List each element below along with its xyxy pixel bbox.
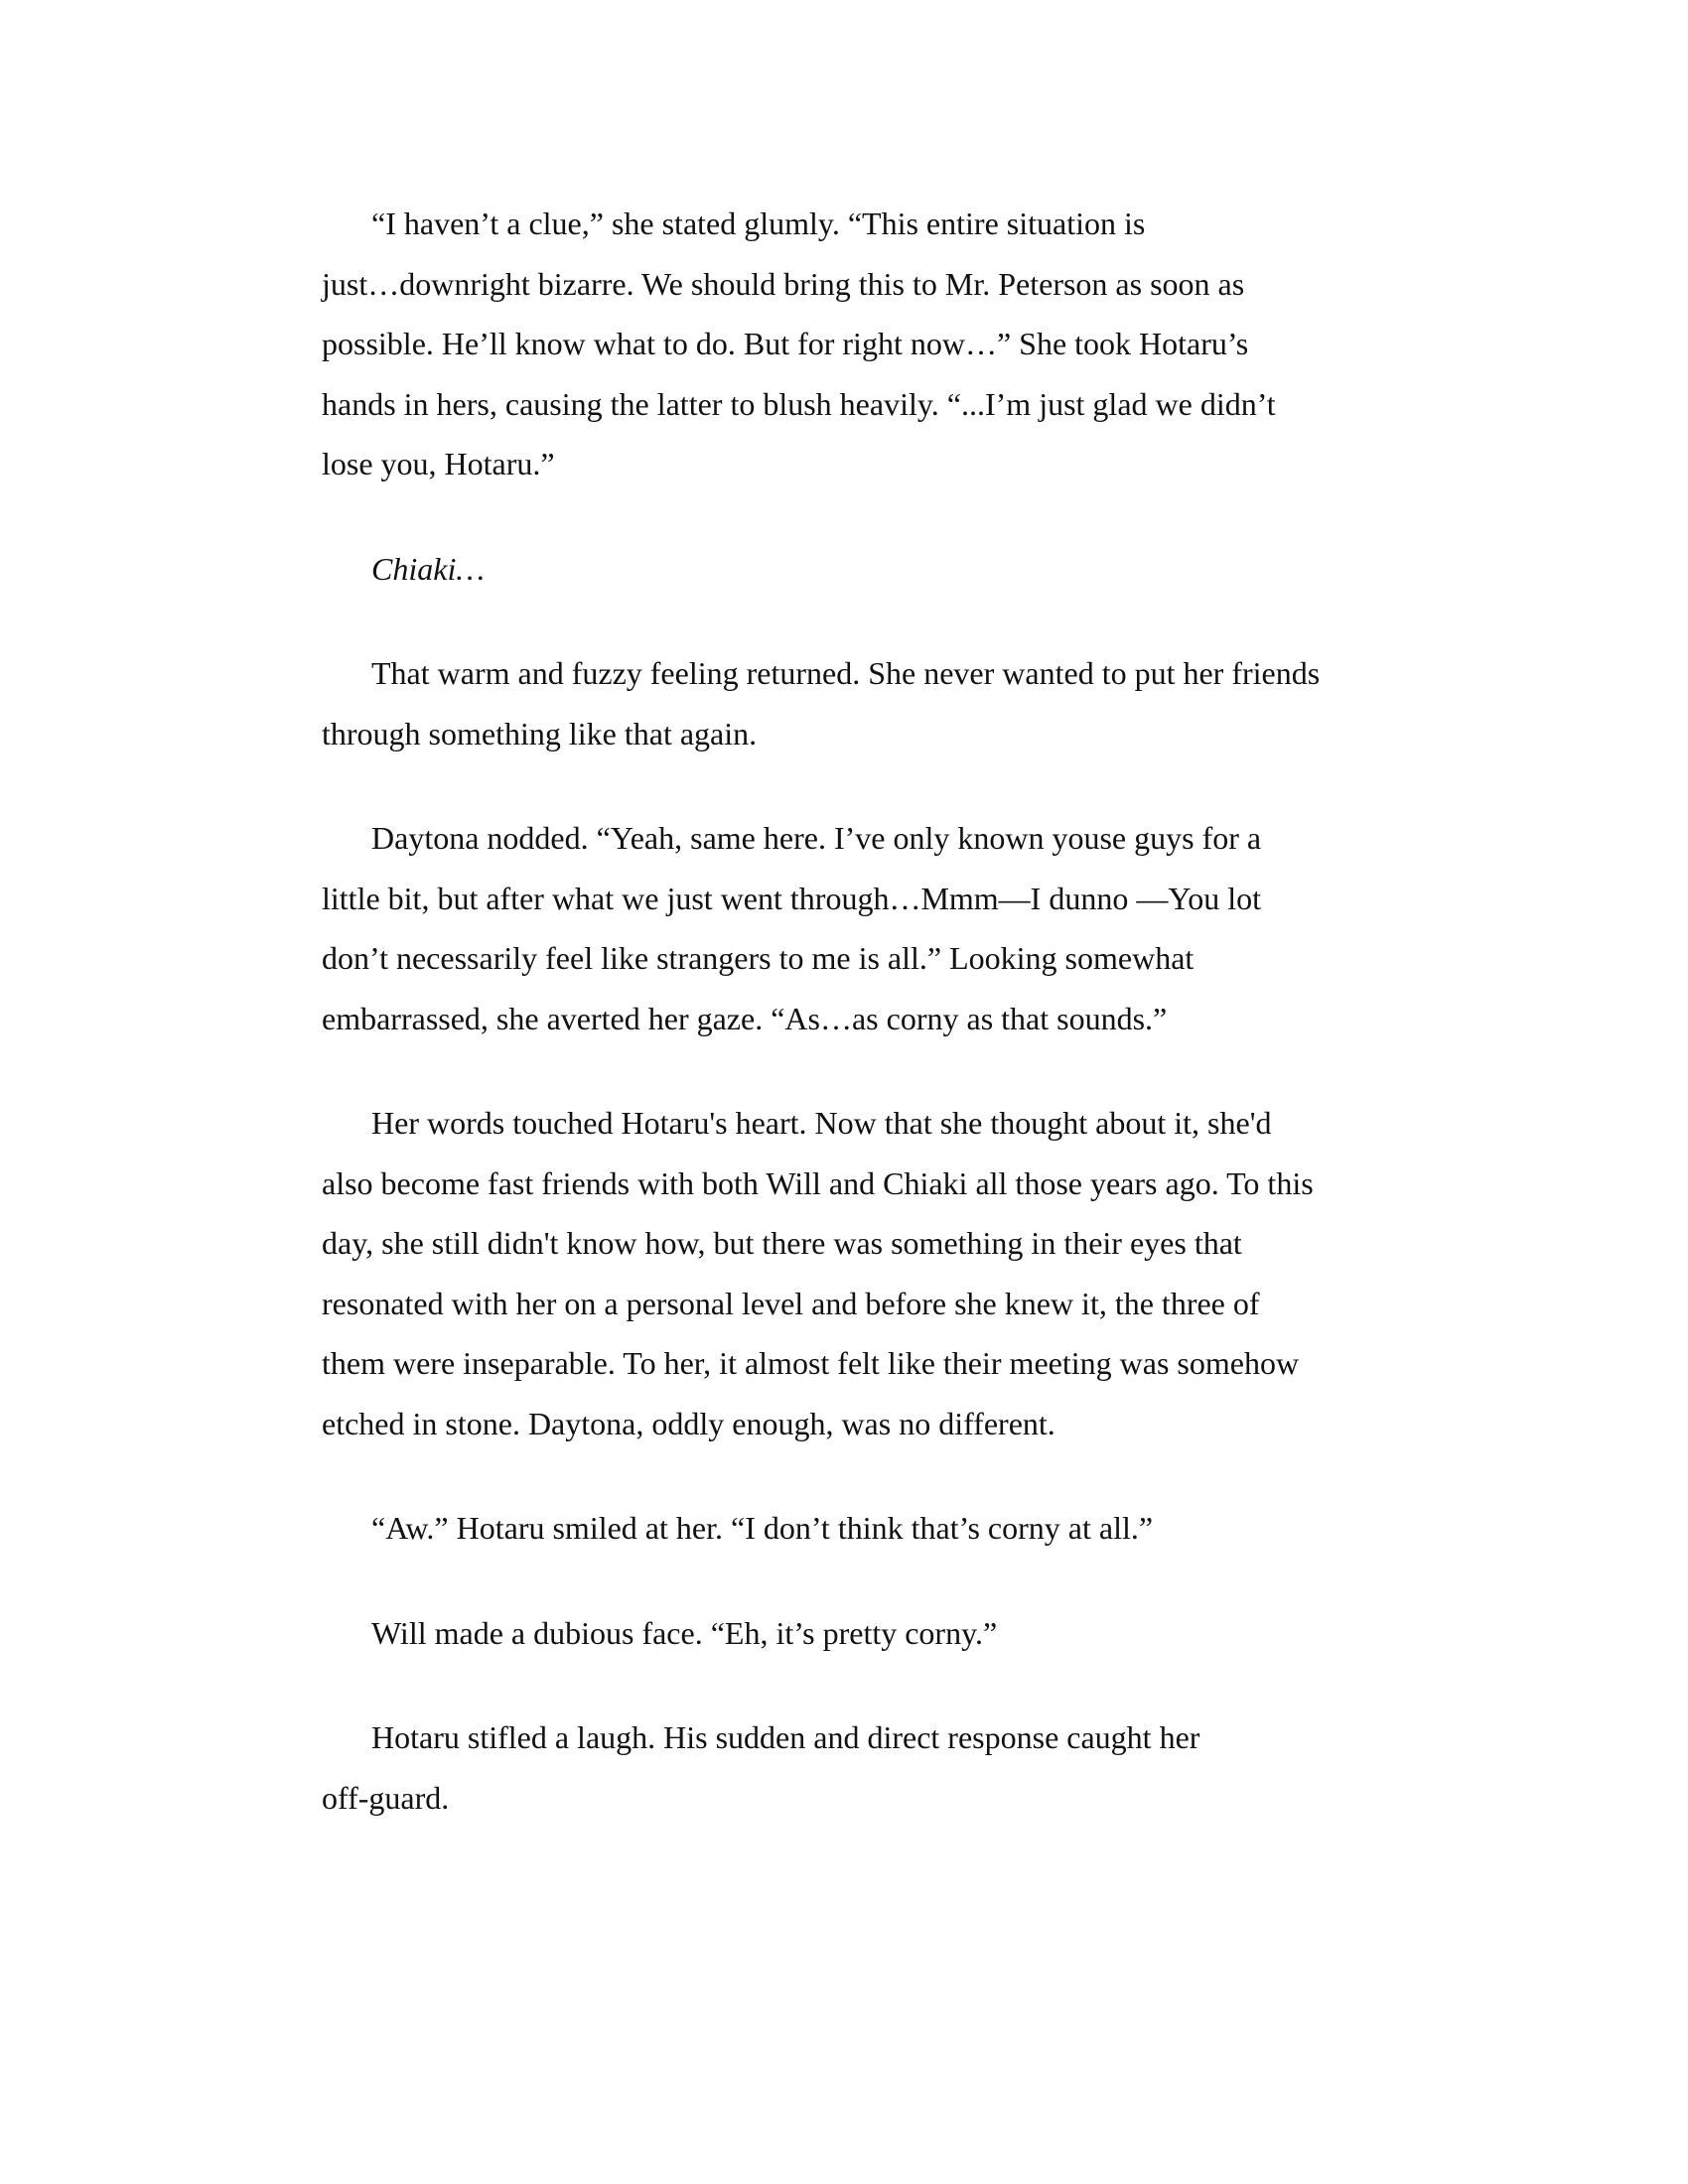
paragraph bbox=[322, 1603, 1374, 1664]
text-line: little bit, but after what we just went through…Mmm—I dunno —You lot bbox=[322, 880, 1262, 916]
text-line: etched in stone. Daytona, oddly enough, was no different. bbox=[322, 1405, 1055, 1441]
paragraph bbox=[322, 1093, 1374, 1453]
paragraph bbox=[322, 643, 1374, 763]
paragraph bbox=[322, 808, 1374, 1048]
text-line: Daytona nodded. “Yeah, same here. I’ve only known youse guys for a bbox=[371, 820, 1262, 856]
text-line: lose you, Hotaru.” bbox=[322, 446, 555, 481]
text-line: Will made a dubious face. “Eh, it’s pretty corny.” bbox=[371, 1614, 998, 1651]
text-line: embarrassed, she averted her gaze. “As…as corny as that sounds.” bbox=[322, 1000, 1168, 1036]
text-line: Her words touched Hotaru's heart. Now that she thought about it, she'd bbox=[371, 1105, 1272, 1141]
text-line: them were inseparable. To her, it almost felt like their meeting was somehow bbox=[322, 1345, 1300, 1381]
text-line: off-guard. bbox=[322, 1779, 450, 1816]
text-line: through something like that again. bbox=[322, 715, 758, 751]
text-line: just…downright bizarre. We should bring this to Mr. Peterson as soon as bbox=[322, 265, 1245, 302]
text-line: resonated with her on a personal level and before she knew it, the three of bbox=[322, 1285, 1260, 1321]
text-line: possible. He’ll know what to do. But for right now…” She took Hotaru’s bbox=[322, 326, 1249, 361]
text-line: “Aw.” Hotaru smiled at her. “I don’t think that’s corny at all.” bbox=[371, 1510, 1154, 1546]
text-line: That warm and fuzzy feeling returned. She never wanted to put her friends bbox=[371, 655, 1321, 691]
text-line: don’t necessarily feel like strangers to me is all.” Looking somewhat bbox=[322, 940, 1195, 976]
paragraph bbox=[322, 194, 1374, 494]
text-line: Chiaki… bbox=[371, 550, 485, 587]
text-line: “I haven’t a clue,” she stated glumly. “This entire situation is bbox=[371, 205, 1146, 241]
text-line: hands in hers, causing the latter to blush heavily. “...I’m just glad we didn’t bbox=[322, 385, 1276, 422]
paragraph bbox=[322, 1707, 1374, 1828]
text-line: also become fast friends with both Will and Chiaki all those years ago. To this bbox=[322, 1164, 1314, 1201]
text-line: Hotaru stifled a laugh. His sudden and direct response caught her bbox=[371, 1719, 1200, 1755]
paragraph bbox=[322, 1498, 1374, 1559]
text-body bbox=[322, 194, 1374, 1872]
text-line: day, she still didn't know how, but there was something in their eyes that bbox=[322, 1225, 1242, 1261]
paragraph bbox=[322, 539, 1374, 600]
